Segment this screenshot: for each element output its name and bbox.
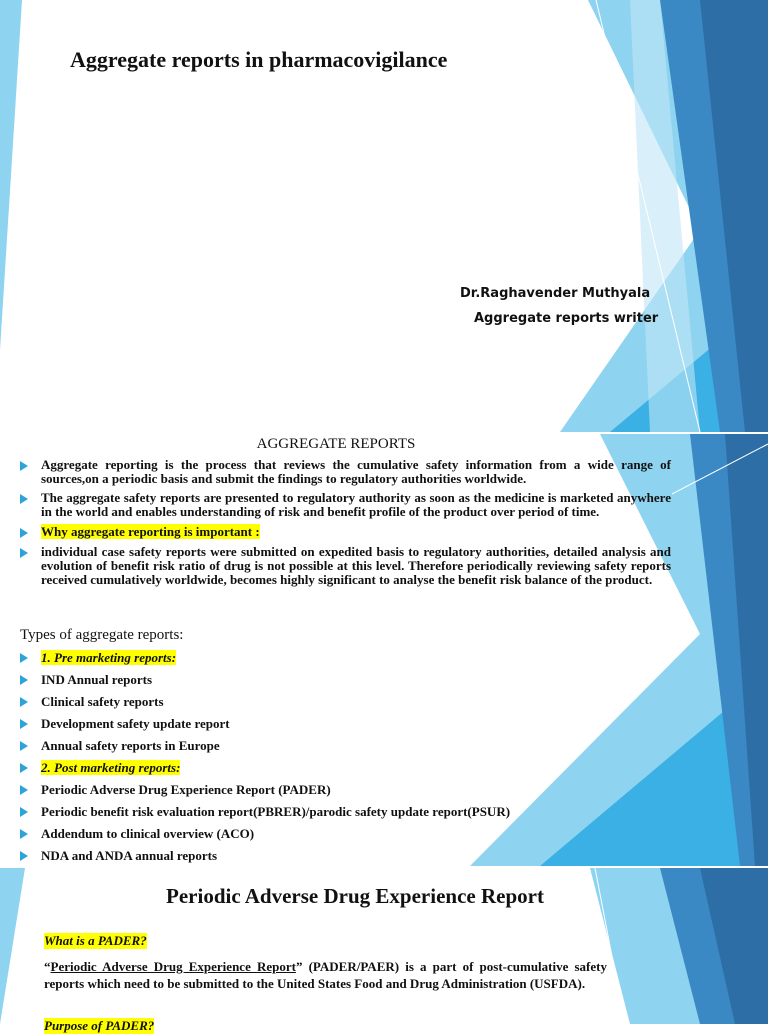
- list-item: Periodic Adverse Drug Experience Report (PADER): [20, 782, 660, 804]
- list-item: Aggregate reporting is the process that reviews the cumulative safety information from a wide range of sources,on a periodic basis and submit the findings to regulatory authorities worldwide.: [20, 458, 671, 486]
- bullet-arrow-icon: [20, 719, 28, 729]
- bullet-arrow-icon: [20, 807, 28, 817]
- bullet-arrow-icon: [20, 763, 28, 773]
- pre-marketing-label: 1. Pre marketing reports:: [41, 650, 177, 665]
- slide-title-text: Periodic Adverse Drug Experience Report: [166, 884, 544, 908]
- bullet-arrow-icon: [20, 785, 28, 795]
- presentation-title: Aggregate reports in pharmacovigilance: [70, 47, 448, 72]
- bullet-arrow-icon: [20, 548, 28, 558]
- list-item: [20, 650, 660, 672]
- list-item: [20, 760, 660, 782]
- bullet-arrow-icon: [20, 829, 28, 839]
- author-role: Aggregate reports writer: [474, 311, 659, 326]
- types-heading: Types of aggregate reports:: [20, 627, 184, 643]
- list-item: [20, 525, 671, 539]
- bullet-arrow-icon: [20, 653, 28, 663]
- author-name: Dr.Raghavender Muthyala: [460, 286, 651, 301]
- pader-purpose-label: Purpose of PADER?: [44, 1018, 155, 1033]
- bullet-arrow-icon: [20, 675, 28, 685]
- report-types-list: [20, 650, 660, 870]
- why-label: Why aggregate reporting is important :: [41, 524, 260, 539]
- definition-list: [20, 458, 671, 592]
- list-item: individual case safety reports were submitted on expedited basis to regulatory authorities, detailed analysis and evolution of benefit risk ratio of drug is not possible at this level. Therefore periodically reviewing safety reports received cumulatively worldwide, becomes highly significant to analyse the benefit risk balance of the product.: [20, 545, 671, 587]
- pader-term: Periodic Adverse Drug Experience Report: [50, 959, 296, 974]
- list-item: Addendum to clinical overview (ACO): [20, 826, 660, 848]
- list-item: Periodic benefit risk evaluation report(PBRER)/parodic safety update report(PSUR): [20, 804, 660, 826]
- bullet-arrow-icon: [20, 851, 28, 861]
- list-item: Clinical safety reports: [20, 694, 660, 716]
- list-item: Annual safety reports in Europe: [20, 738, 660, 760]
- list-item: The aggregate safety reports are presented to regulatory authority as soon as the medicine is marketed anywhere in the world and enables understanding of risk and benefit profile of the product over period of time.: [20, 491, 671, 519]
- bullet-arrow-icon: [20, 461, 28, 471]
- slide-title: [0, 0, 768, 432]
- slide-aggregate-reports: [0, 434, 768, 866]
- pader-definition: “Periodic Adverse Drug Experience Report” (PADER/PAER) is a part of post-cumulative safety reports which need to be submitted to the United States Food and Drug Administration (USFDA).: [44, 959, 607, 991]
- bullet-arrow-icon: [20, 741, 28, 751]
- bullet-arrow-icon: [20, 494, 28, 504]
- pader-question: What is a PADER?: [44, 933, 147, 948]
- section-heading: AGGREGATE REPORTS: [256, 436, 416, 452]
- list-item: NDA and ANDA annual reports: [20, 848, 660, 870]
- bullet-arrow-icon: [20, 697, 28, 707]
- slide-pader: [0, 868, 768, 1033]
- list-item: Development safety update report: [20, 716, 660, 738]
- post-marketing-label: 2. Post marketing reports:: [41, 760, 181, 775]
- bullet-arrow-icon: [20, 528, 28, 538]
- list-item: IND Annual reports: [20, 672, 660, 694]
